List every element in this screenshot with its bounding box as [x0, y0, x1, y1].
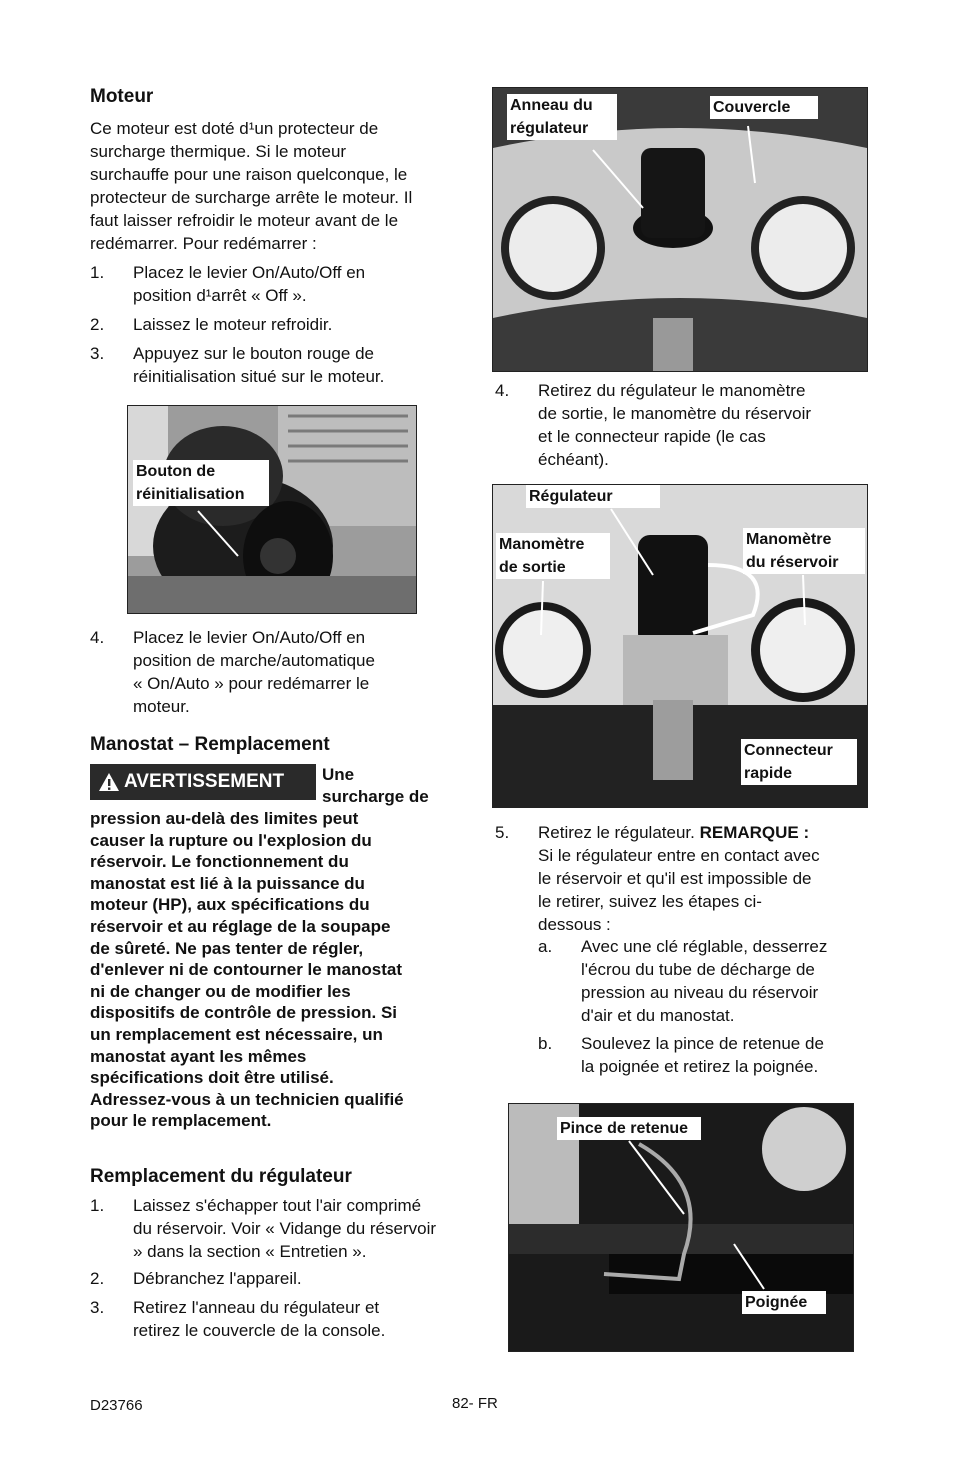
regulator-cover-photo	[492, 87, 868, 372]
motor-photo	[127, 405, 417, 614]
photo-label-manometre-reservoir: Manomètre du réservoir	[743, 528, 865, 574]
warning-text-body: pression au-delà des limites peut causer la rupture ou l'explosion du réservoir. Le fonctionnement du manostat est lié à la puissance du moteur (HP), aux spécifications du réservoir et au réglage de la soupape de sûreté. Ne pas tenter de régler, d'enlever ni de contourner le manostat ni de changer ou de modifier les dispositifs de contrôle de pression. Si un remplacement est nécessaire, un manostat ayant les mêmes spécifications doit être utilisé. Adressez-vous à un technicien qualifié pour le remplacement.	[90, 809, 404, 1131]
photo-label-anneau: Anneau du régulateur	[507, 94, 617, 140]
photo-label-pince: Pince de retenue	[557, 1117, 701, 1140]
moteur-intro: Ce moteur est doté d¹un protecteur de surcharge thermique. Si le moteur surchauffe pour une raison quelconque, le protecteur de surcharge arrête le moteur. Il faut laisser refroidir le moteur avant de le redémarrer. Pour redémarrer :	[90, 119, 413, 253]
warning-text-head: Une surcharge de	[322, 765, 429, 806]
photo-label-regulateur: Régulateur	[526, 485, 660, 508]
warning-badge: AVERTISSEMENT	[90, 764, 316, 800]
handle-clip-photo	[508, 1103, 854, 1352]
photo-label-poignee: Poignée	[742, 1291, 826, 1314]
regulator-assembly-photo	[492, 484, 868, 808]
photo-label-manometre-sortie: Manomètre de sortie	[496, 533, 610, 579]
section-title-moteur: Moteur	[90, 86, 154, 107]
photo-label-connecteur: Connecteur rapide	[741, 739, 857, 785]
section-title-manostat: Manostat – Remplacement	[90, 734, 330, 755]
doc-number: D23766	[90, 1397, 143, 1414]
photo-label-couvercle: Couvercle	[710, 96, 818, 119]
photo-label-bouton: Bouton de réinitialisation	[133, 460, 269, 506]
warning-triangle-icon	[98, 772, 120, 792]
section-title-regulateur: Remplacement du régulateur	[90, 1166, 352, 1187]
page-number: 82- FR	[452, 1395, 498, 1412]
